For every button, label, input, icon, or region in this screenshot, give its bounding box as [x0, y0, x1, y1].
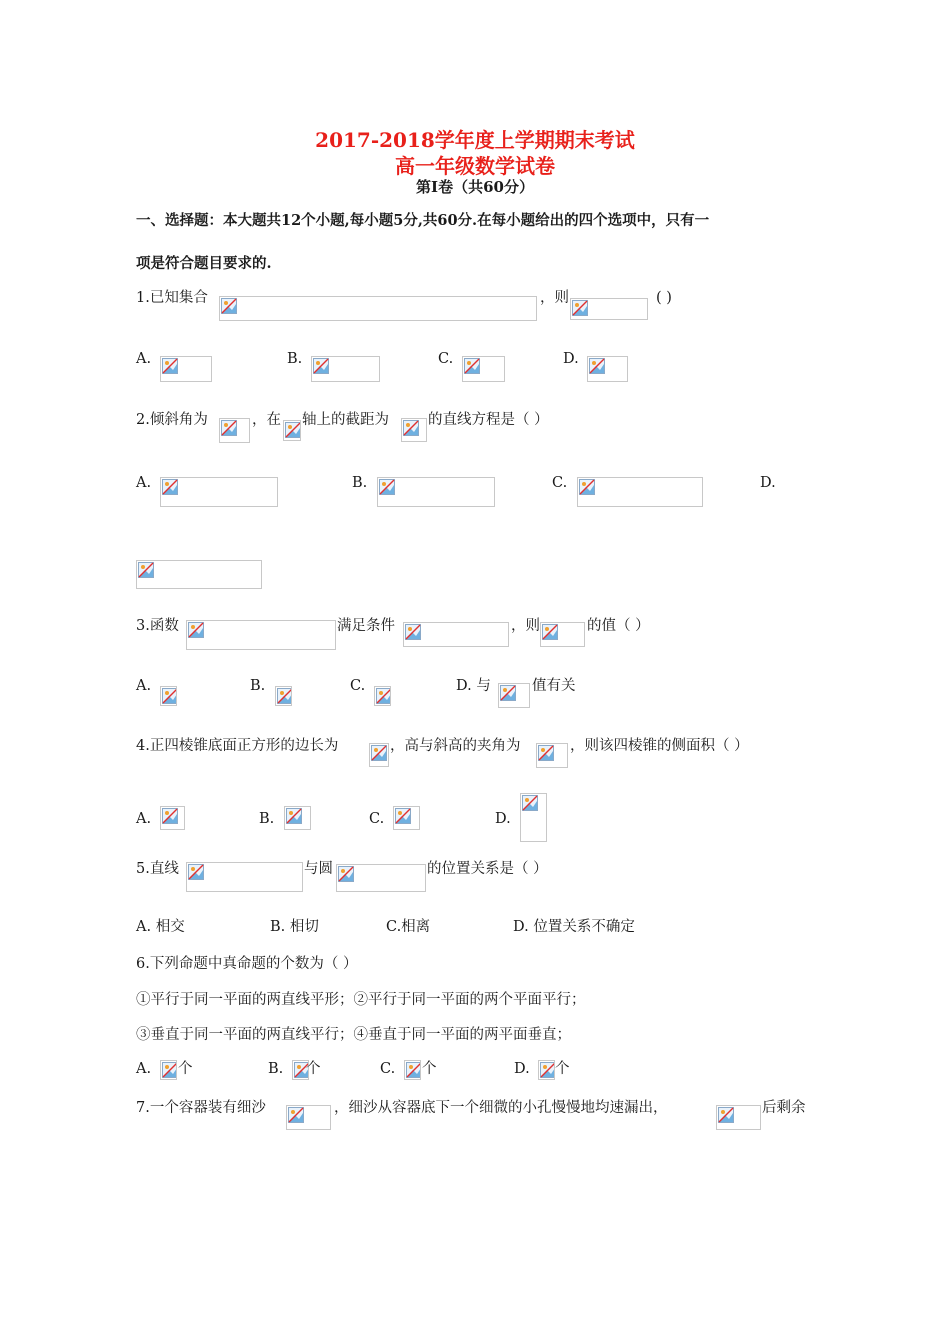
formula-image — [577, 477, 703, 507]
broken-image-icon — [540, 1062, 555, 1078]
q6-option-c: C. — [380, 1061, 396, 1077]
q7-stem-c: 后剩余 — [762, 1100, 806, 1116]
formula-image — [393, 806, 420, 830]
broken-image-icon — [221, 420, 237, 436]
formula-image — [283, 420, 301, 441]
broken-image-icon — [522, 795, 538, 811]
broken-image-icon — [538, 745, 554, 761]
formula-image — [136, 560, 262, 589]
broken-image-icon — [718, 1107, 734, 1123]
section-intro-line2: 项是符合题目要求的. — [136, 255, 272, 272]
q2-option-a: A. — [136, 475, 152, 491]
broken-image-icon — [379, 479, 395, 495]
q3-stem-b: 满足条件 — [337, 618, 395, 634]
broken-image-icon — [162, 1062, 177, 1078]
q2-option-c: C. — [552, 475, 568, 491]
broken-image-icon — [138, 562, 154, 578]
broken-image-icon — [162, 808, 178, 824]
formula-image — [186, 620, 336, 650]
broken-image-icon — [579, 479, 595, 495]
formula-image — [160, 1060, 177, 1080]
q6-option-a: A. — [136, 1061, 152, 1077]
broken-image-icon — [313, 358, 329, 374]
q6-proposition-line2: ③垂直于同一平面的两直线平行；④垂直于同一平面的两平面垂直； — [136, 1027, 571, 1043]
q6-option-b: B. — [268, 1061, 284, 1077]
formula-image — [284, 806, 311, 830]
q1-option-d: D. — [563, 351, 579, 367]
q1-stem-a: 1.已知集合 — [136, 290, 208, 306]
q3-option-c: C. — [350, 678, 366, 694]
broken-image-icon — [277, 688, 292, 704]
broken-image-icon — [286, 808, 302, 824]
q4-option-b: B. — [259, 811, 275, 827]
formula-image — [311, 356, 380, 382]
q3-option-a: A. — [136, 678, 152, 694]
broken-image-icon — [221, 298, 237, 314]
q1-option-b: B. — [287, 351, 303, 367]
broken-image-icon — [406, 1062, 421, 1078]
q6-proposition-line1: ①平行于同一平面的两直线平形；②平行于同一平面的两个平面平行； — [136, 992, 586, 1008]
broken-image-icon — [338, 866, 354, 882]
formula-image — [377, 477, 495, 507]
formula-image — [716, 1105, 761, 1130]
q3-stem-a: 3.函数 — [136, 618, 179, 634]
broken-image-icon — [500, 685, 516, 701]
q2-option-b: B. — [352, 475, 368, 491]
q5-option-d: D. 位置关系不确定 — [513, 919, 635, 935]
formula-image — [219, 418, 250, 443]
broken-image-icon — [376, 688, 391, 704]
exam-subtitle: 高一年级数学试卷 — [395, 154, 555, 178]
formula-image — [219, 296, 537, 321]
q5-stem-b: 与圆 — [304, 861, 333, 877]
formula-image — [160, 356, 212, 382]
q6-option-a-unit: 个 — [178, 1061, 193, 1077]
broken-image-icon — [589, 358, 605, 374]
broken-image-icon — [285, 422, 301, 438]
q2-stem-b: ，在 — [252, 412, 281, 428]
broken-image-icon — [188, 622, 204, 638]
formula-image — [498, 683, 530, 708]
volume-label: 第Ⅰ卷（共60分） — [416, 178, 534, 196]
formula-image — [538, 1060, 555, 1080]
formula-image — [374, 686, 391, 706]
broken-image-icon — [162, 479, 178, 495]
broken-image-icon — [405, 624, 421, 640]
q3-option-d: D. 与 — [456, 678, 491, 694]
q7-stem-b: ，细沙从容器底下一个细微的小孔慢慢地均速漏出， — [334, 1100, 668, 1116]
formula-image — [587, 356, 628, 382]
formula-image — [186, 862, 303, 892]
broken-image-icon — [572, 300, 588, 316]
q4-option-d: D. — [495, 811, 511, 827]
q6-option-b-unit: 个 — [306, 1061, 321, 1077]
q1-stem-b: ，则 — [540, 290, 569, 306]
broken-image-icon — [162, 688, 177, 704]
q3-stem-c: ，则 — [511, 618, 540, 634]
formula-image — [286, 1105, 331, 1130]
formula-image — [404, 1060, 421, 1080]
broken-image-icon — [188, 864, 204, 880]
broken-image-icon — [395, 808, 411, 824]
q6-stem: 6.下列命题中真命题的个数为（ ） — [136, 956, 358, 972]
q4-stem-b: ，高与斜高的夹角为 — [390, 738, 521, 754]
q5-stem-a: 5.直线 — [136, 861, 179, 877]
q6-option-d: D. — [514, 1061, 530, 1077]
broken-image-icon — [371, 745, 387, 761]
broken-image-icon — [464, 358, 480, 374]
q1-option-a: A. — [136, 351, 152, 367]
q4-option-c: C. — [369, 811, 385, 827]
q3-option-d-tail: 值有关 — [532, 678, 576, 694]
q6-option-c-unit: 个 — [422, 1061, 437, 1077]
q4-stem-a: 4.正四棱锥底面正方形的边长为 — [136, 738, 339, 754]
q5-stem-c: 的位置关系是（ ） — [427, 861, 548, 877]
broken-image-icon — [403, 420, 419, 436]
q6-option-d-unit: 个 — [555, 1061, 570, 1077]
broken-image-icon — [162, 358, 178, 374]
q7-stem-a: 7.一个容器装有细沙 — [136, 1100, 266, 1116]
q3-stem-d: 的值（ ） — [587, 618, 650, 634]
formula-image — [540, 622, 585, 647]
q1-stem-c: ( ) — [656, 290, 672, 306]
formula-image — [160, 477, 278, 507]
q2-stem-c: 轴上的截距为 — [302, 412, 389, 428]
q2-option-d: D. — [760, 475, 776, 491]
q5-option-a: A. 相交 — [136, 919, 185, 935]
q2-stem-a: 2.倾斜角为 — [136, 412, 208, 428]
formula-image — [570, 298, 648, 320]
formula-image — [520, 793, 547, 842]
formula-image — [160, 686, 177, 706]
q4-option-a: A. — [136, 811, 152, 827]
q2-stem-d: 的直线方程是（ ） — [428, 412, 549, 428]
q5-option-c: C.相离 — [386, 919, 431, 935]
broken-image-icon — [288, 1107, 304, 1123]
exam-title: 2017-2018学年度上学期期末考试 — [315, 128, 635, 152]
formula-image — [401, 418, 427, 442]
section-intro-line1: 一、选择题：本大题共12个小题,每小题5分,共60分.在每小题给出的四个选项中，只有一 — [136, 212, 710, 229]
formula-image — [462, 356, 505, 382]
q3-option-b: B. — [250, 678, 266, 694]
formula-image — [369, 743, 389, 767]
formula-image — [536, 743, 568, 768]
broken-image-icon — [542, 624, 558, 640]
formula-image — [160, 806, 185, 830]
q4-stem-c: ，则该四棱锥的侧面积（ ） — [570, 738, 749, 754]
q5-option-b: B. 相切 — [270, 919, 319, 935]
formula-image — [275, 686, 292, 706]
q1-option-c: C. — [438, 351, 454, 367]
formula-image — [336, 864, 426, 892]
formula-image — [403, 622, 509, 647]
